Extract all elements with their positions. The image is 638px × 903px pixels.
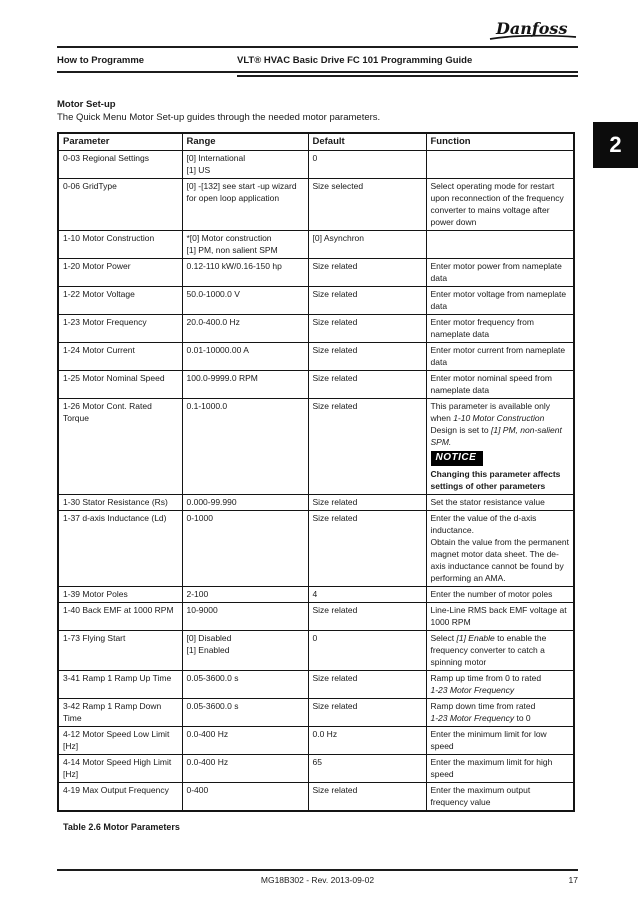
table-row: [58, 631, 574, 671]
table-row: [58, 783, 574, 812]
footer-rule: [57, 869, 578, 871]
cell-function: Ramp down time from rated 1-23 Motor Frequency to 0: [426, 699, 574, 727]
section-heading: Motor Set-up: [57, 99, 116, 110]
cell-function: Enter motor frequency from nameplate data: [426, 315, 574, 343]
cell-default: Size related: [308, 315, 426, 343]
cell-function: Enter motor voltage from nameplate data: [426, 287, 574, 315]
danfoss-logo: [486, 16, 578, 46]
chapter-tab: [593, 122, 638, 168]
table-row: [58, 179, 574, 231]
cell-function: Line-Line RMS back EMF voltage at 1000 RPM: [426, 603, 574, 631]
cell-function: Enter the maximum limit for high speed: [426, 755, 574, 783]
cell-parameter: 1-24 Motor Current: [58, 343, 182, 371]
table-row: [58, 399, 574, 495]
section-intro: The Quick Menu Motor Set-up guides through the needed motor parameters.: [57, 112, 381, 123]
cell-default: Size related: [308, 371, 426, 399]
cell-default: Size related: [308, 603, 426, 631]
cell-range: 50.0-1000.0 V: [182, 287, 308, 315]
cell-default: Size related: [308, 259, 426, 287]
cell-parameter: 1-40 Back EMF at 1000 RPM: [58, 603, 182, 631]
column-header-range: Range: [182, 133, 308, 151]
cell-default: Size related: [308, 671, 426, 699]
cell-function: [426, 151, 574, 179]
cell-range: 0.05-3600.0 s: [182, 699, 308, 727]
cell-function: Enter the maximum output frequency value: [426, 783, 574, 812]
cell-parameter: 1-10 Motor Construction: [58, 231, 182, 259]
cell-default: 4: [308, 587, 426, 603]
cell-parameter: 1-39 Motor Poles: [58, 587, 182, 603]
table-row: [58, 511, 574, 587]
cell-function: Enter the minimum limit for low speed: [426, 727, 574, 755]
cell-parameter: 4-14 Motor Speed High Limit [Hz]: [58, 755, 182, 783]
motor-parameters-table-body: [58, 151, 574, 812]
cell-parameter: 4-19 Max Output Frequency: [58, 783, 182, 812]
cell-range: 0-400: [182, 783, 308, 812]
table-row: [58, 671, 574, 699]
running-header: [57, 55, 578, 66]
cell-range: 0.1-1000.0: [182, 399, 308, 495]
table-row: [58, 495, 574, 511]
cell-parameter: 1-26 Motor Cont. Rated Torque: [58, 399, 182, 495]
footer-page-number: 17: [568, 875, 578, 885]
table-row: [58, 287, 574, 315]
cell-function: Enter motor power from nameplate data: [426, 259, 574, 287]
cell-function: Select [1] Enable to enable the frequency converter to catch a spinning motor: [426, 631, 574, 671]
cell-range: 100.0-9999.0 RPM: [182, 371, 308, 399]
cell-parameter: 0-03 Regional Settings: [58, 151, 182, 179]
cell-default: Size selected: [308, 179, 426, 231]
table-row: [58, 587, 574, 603]
cell-range: 0-1000: [182, 511, 308, 587]
cell-range: [0] -[132] see start -up wizard for open loop application: [182, 179, 308, 231]
cell-parameter: 1-73 Flying Start: [58, 631, 182, 671]
cell-function: Ramp up time from 0 to rated 1-23 Motor Frequency: [426, 671, 574, 699]
cell-default: Size related: [308, 495, 426, 511]
footer-doc-id: MG18B302 - Rev. 2013-09-02: [260, 875, 375, 885]
cell-range: 20.0-400.0 Hz: [182, 315, 308, 343]
cell-function: Enter motor nominal speed from nameplate data: [426, 371, 574, 399]
page-content: [57, 0, 578, 832]
cell-default: 0.0 Hz: [308, 727, 426, 755]
logo-area: [57, 0, 578, 46]
cell-default: Size related: [308, 699, 426, 727]
cell-parameter: 1-22 Motor Voltage: [58, 287, 182, 315]
cell-default: Size related: [308, 343, 426, 371]
motor-parameters-table: [57, 132, 575, 812]
cell-range: 0.0-400 Hz: [182, 755, 308, 783]
cell-parameter: 1-20 Motor Power: [58, 259, 182, 287]
table-caption: Table 2.6 Motor Parameters: [63, 822, 180, 832]
cell-parameter: 1-23 Motor Frequency: [58, 315, 182, 343]
table-row: [58, 259, 574, 287]
notice-badge: NOTICE: [431, 451, 484, 466]
cell-function: Enter the number of motor poles: [426, 587, 574, 603]
cell-default: Size related: [308, 511, 426, 587]
cell-range: 0.05-3600.0 s: [182, 671, 308, 699]
chapter-number: 2: [609, 132, 622, 157]
table-row: [58, 315, 574, 343]
cell-parameter: 3-41 Ramp 1 Ramp Up Time: [58, 671, 182, 699]
cell-parameter: 1-37 d-axis Inductance (Ld): [58, 511, 182, 587]
cell-default: 0: [308, 631, 426, 671]
cell-range: [0] Disabled [1] Enabled: [182, 631, 308, 671]
cell-function: Enter motor current from nameplate data: [426, 343, 574, 371]
table-row: [58, 371, 574, 399]
column-header-function: Function: [426, 133, 574, 151]
page-footer: [57, 869, 578, 887]
cell-range: *[0] Motor construction [1] PM, non salient SPM: [182, 231, 308, 259]
cell-range: [0] International [1] US: [182, 151, 308, 179]
table-row: [58, 603, 574, 631]
cell-range: 0.01-10000.00 A: [182, 343, 308, 371]
header-section-title: How to Programme: [57, 55, 145, 66]
table-row: [58, 343, 574, 371]
cell-range: 10-9000: [182, 603, 308, 631]
cell-parameter: 1-30 Stator Resistance (Rs): [58, 495, 182, 511]
column-header-parameter: Parameter: [58, 133, 182, 151]
cell-parameter: 3-42 Ramp 1 Ramp Down Time: [58, 699, 182, 727]
table-row: [58, 727, 574, 755]
header-rule-accent: [237, 75, 578, 77]
cell-range: 0.0-400 Hz: [182, 727, 308, 755]
cell-default: 0: [308, 151, 426, 179]
cell-function: Enter the value of the d-axis inductance. Obtain the value from the permanent magnet motor data sheet. The de-axis inductance cannot be found by performing an AMA.: [426, 511, 574, 587]
table-header-row: [58, 133, 574, 151]
cell-parameter: 0-06 GridType: [58, 179, 182, 231]
cell-default: Size related: [308, 399, 426, 495]
danfoss-logo-text: Danfoss: [496, 19, 568, 38]
cell-default: Size related: [308, 783, 426, 812]
column-header-default: Default: [308, 133, 426, 151]
cell-parameter: 1-25 Motor Nominal Speed: [58, 371, 182, 399]
cell-parameter: 4-12 Motor Speed Low Limit [Hz]: [58, 727, 182, 755]
cell-default: Size related: [308, 287, 426, 315]
cell-range: 2-100: [182, 587, 308, 603]
header-guide-title: VLT® HVAC Basic Drive FC 101 Programming Guide: [237, 55, 473, 66]
cell-function: This parameter is available only when 1-10 Motor Construction Design is set to [1] PM, non-salient SPM. NOTICE Changing this parameter affects settings of other parameters: [426, 399, 574, 495]
cell-range: 0.000-99.990: [182, 495, 308, 511]
header-rule-bottom: [57, 71, 578, 73]
cell-range: 0.12-110 kW/0.16-150 hp: [182, 259, 308, 287]
cell-function: [426, 231, 574, 259]
cell-default: [0] Asynchron: [308, 231, 426, 259]
table-row: [58, 151, 574, 179]
table-row: [58, 755, 574, 783]
table-row: [58, 231, 574, 259]
table-row: [58, 699, 574, 727]
cell-default: 65: [308, 755, 426, 783]
cell-function: Set the stator resistance value: [426, 495, 574, 511]
footer-row: [57, 875, 578, 887]
cell-function: Select operating mode for restart upon reconnection of the frequency converter to mains voltage after power down: [426, 179, 574, 231]
